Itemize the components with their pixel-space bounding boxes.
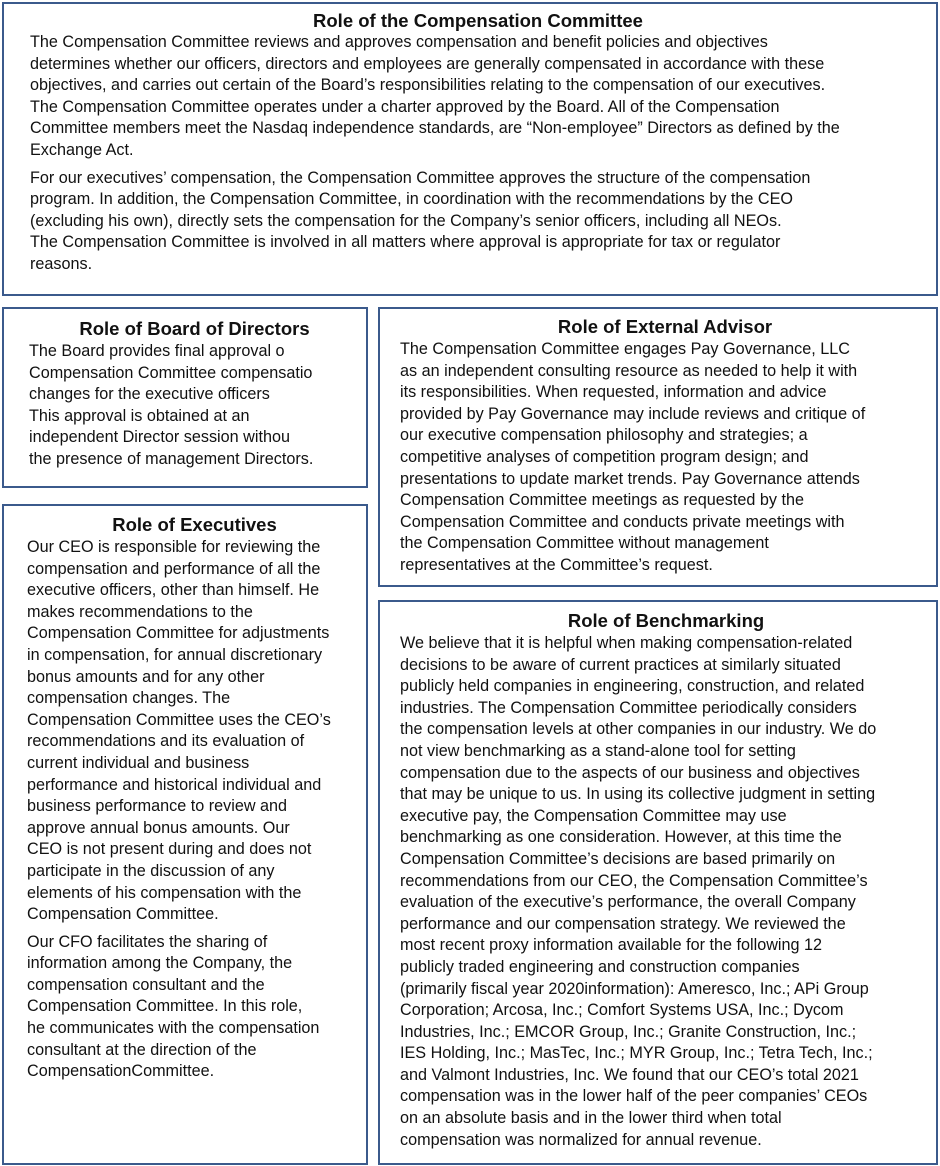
text-line: consultant at the direction of the xyxy=(27,1040,257,1059)
text-line: program. In addition, the Compensation Committee, in coordination with the recommendations by the CEO xyxy=(30,190,794,209)
text-line: executive officers, other than himself. He xyxy=(27,581,320,600)
text-line: The Board provides final approval o xyxy=(29,342,285,360)
compensation-committee-paragraph-1 xyxy=(30,32,926,162)
text-line: Compensation Committee uses the CEO’s xyxy=(27,710,331,729)
text-line: Compensation Committee. In this role, xyxy=(27,997,303,1016)
text-line: The Compensation Committee reviews and approves compensation and benefit policies and objectives xyxy=(30,33,768,51)
text-line: publicly traded engineering and construction companies xyxy=(400,957,800,976)
text-line: Compensation Committee meetings as requested by the xyxy=(400,491,804,510)
text-line: its responsibilities. When requested, information and advice xyxy=(400,383,827,402)
executives-box xyxy=(2,504,368,1165)
text-line: compensation changes. The xyxy=(27,689,231,708)
text-line: presentations to update market trends. Pay Governance attends xyxy=(400,469,860,488)
text-line: the Compensation Committee without management xyxy=(400,534,769,553)
text-line: recommendations and its evaluation of xyxy=(27,732,305,751)
text-line: compensation and performance of all the xyxy=(27,559,321,578)
text-line: The Compensation Committee engages Pay Governance, LLC xyxy=(400,340,850,358)
text-line: independent Director session withou xyxy=(29,428,290,447)
text-line: in compensation, for annual discretionary xyxy=(27,645,323,664)
text-line: We believe that it is helpful when making compensation-related xyxy=(400,634,853,652)
compensation-committee-paragraph-2 xyxy=(30,168,926,276)
text-line: compensation due to the aspects of our business and objectives xyxy=(400,763,860,782)
text-line: bonus amounts and for any other xyxy=(27,667,265,686)
text-line: compensation was in the lower half of the peer companies’ CEOs xyxy=(400,1087,868,1106)
board-of-directors-box xyxy=(2,307,368,488)
text-line: executive pay, the Compensation Committee may use xyxy=(400,806,787,825)
text-line: Our CEO is responsible for reviewing the xyxy=(27,538,321,556)
text-line: changes for the executive officers xyxy=(29,385,270,404)
text-line: on an absolute basis and in the lower third when total xyxy=(400,1109,782,1128)
text-line: approve annual bonus amounts. Our xyxy=(27,818,290,837)
executives-paragraph-1 xyxy=(27,537,362,926)
text-line: The Compensation Committee operates under a charter approved by the Board. All of the Compensation xyxy=(30,97,780,116)
text-line: benchmarking as one consideration. However, at this time the xyxy=(400,828,842,847)
text-line: Exchange Act. xyxy=(30,140,134,159)
text-line: Compensation Committee’s decisions are based primarily on xyxy=(400,849,836,868)
external-advisor-title: Role of External Advisor xyxy=(557,316,773,337)
text-line: representatives at the Committee’s request. xyxy=(400,555,713,574)
compensation-committee-title: Role of the Compensation Committee xyxy=(313,10,643,31)
text-line: the presence of management Directors. xyxy=(29,449,314,468)
text-line: current individual and business xyxy=(27,753,250,772)
text-line: industries. The Compensation Committee periodically considers xyxy=(400,698,857,717)
text-line: Compensation Committee. xyxy=(27,905,219,924)
text-line: as an independent consulting resource as needed to help it with xyxy=(400,361,858,380)
text-line: not view benchmarking as a stand-alone tool for setting xyxy=(400,741,796,760)
text-line: information among the Company, the xyxy=(27,954,293,973)
text-line: performance and historical individual and xyxy=(27,775,322,794)
text-line: IES Holding, Inc.; MasTec, Inc.; MYR Group, Inc.; Tetra Tech, Inc.; xyxy=(400,1044,873,1063)
text-line: Compensation Committee and conducts private meetings with xyxy=(400,512,845,531)
external-advisor-text xyxy=(400,339,930,577)
executives-title: Role of Executives xyxy=(112,514,277,535)
text-line: objectives, and carries out certain of the Board’s responsibilities relating to the compensation of our executives. xyxy=(30,76,826,95)
text-line: determines whether our officers, directors and employees are generally compensated in accordance with these xyxy=(30,54,825,73)
text-line: makes recommendations to the xyxy=(27,602,253,621)
text-line: Industries, Inc.; EMCOR Group, Inc.; Granite Construction, Inc.; xyxy=(400,1022,857,1041)
text-line: For our executives’ compensation, the Compensation Committee approves the structure of the compensation xyxy=(30,168,811,187)
text-line: recommendations from our CEO, the Compensation Committee’s xyxy=(400,871,868,890)
text-line: (excluding his own), directly sets the compensation for the Company’s senior officers, including all NEOs. xyxy=(30,211,782,230)
text-line: business performance to review and xyxy=(27,797,288,816)
text-line: CEO is not present during and does not xyxy=(27,840,312,859)
executives-paragraph-2 xyxy=(27,932,362,1083)
text-line: Committee members meet the Nasdaq independence standards, are “Non-employee” Directors as defined by the xyxy=(30,119,840,138)
text-line: Compensation Committee compensatio xyxy=(29,363,313,382)
text-line: he communicates with the compensation xyxy=(27,1019,320,1038)
text-line: participate in the discussion of any xyxy=(27,861,275,880)
text-line: most recent proxy information available for the following 12 xyxy=(400,936,822,955)
text-line: decisions to be aware of current practices at similarly situated xyxy=(400,655,841,674)
text-line: This approval is obtained at an xyxy=(29,406,250,425)
text-line: the compensation levels at other companies in our industry. We do xyxy=(400,720,877,739)
text-line: evaluation of the executive’s performance, the overall Company xyxy=(400,893,856,912)
text-line: reasons. xyxy=(30,254,93,273)
text-line: Compensation Committee for adjustments xyxy=(27,624,330,643)
text-line: competitive analyses of competition program design; and xyxy=(400,447,809,466)
text-line: The Compensation Committee is involved in all matters where approval is appropriate for tax or regulator xyxy=(30,233,781,252)
text-line: compensation was normalized for annual revenue. xyxy=(400,1130,762,1149)
benchmarking-title: Role of Benchmarking xyxy=(567,610,765,631)
text-line: that may be unique to us. In using its collective judgment in setting xyxy=(400,785,876,804)
text-line: publicly held companies in engineering, construction, and related xyxy=(400,677,865,696)
text-line: provided by Pay Governance may include reviews and critique of xyxy=(400,404,866,423)
external-advisor-box xyxy=(378,307,938,587)
text-line: Corporation; Arcosa, Inc.; Comfort Systems USA, Inc.; Dycom xyxy=(400,1001,844,1020)
board-of-directors-text xyxy=(29,341,360,471)
text-line: elements of his compensation with the xyxy=(27,883,302,902)
text-line: CompensationCommittee. xyxy=(27,1062,215,1081)
text-line: (primarily fiscal year 2020information): Ameresco, Inc.; APi Group xyxy=(400,979,869,998)
text-line: our executive compensation philosophy and strategies; a xyxy=(400,426,808,445)
benchmarking-text xyxy=(400,633,932,1151)
benchmarking-box xyxy=(378,600,938,1165)
compensation-committee-box xyxy=(2,2,938,296)
text-line: and Valmont Industries, Inc. We found that our CEO’s total 2021 xyxy=(400,1065,859,1084)
text-line: compensation consultant and the xyxy=(27,975,265,994)
board-of-directors-title: Role of Board of Directors xyxy=(79,318,310,339)
text-line: Our CFO facilitates the sharing of xyxy=(27,932,268,951)
text-line: performance and our compensation strategy. We reviewed the xyxy=(400,914,846,933)
